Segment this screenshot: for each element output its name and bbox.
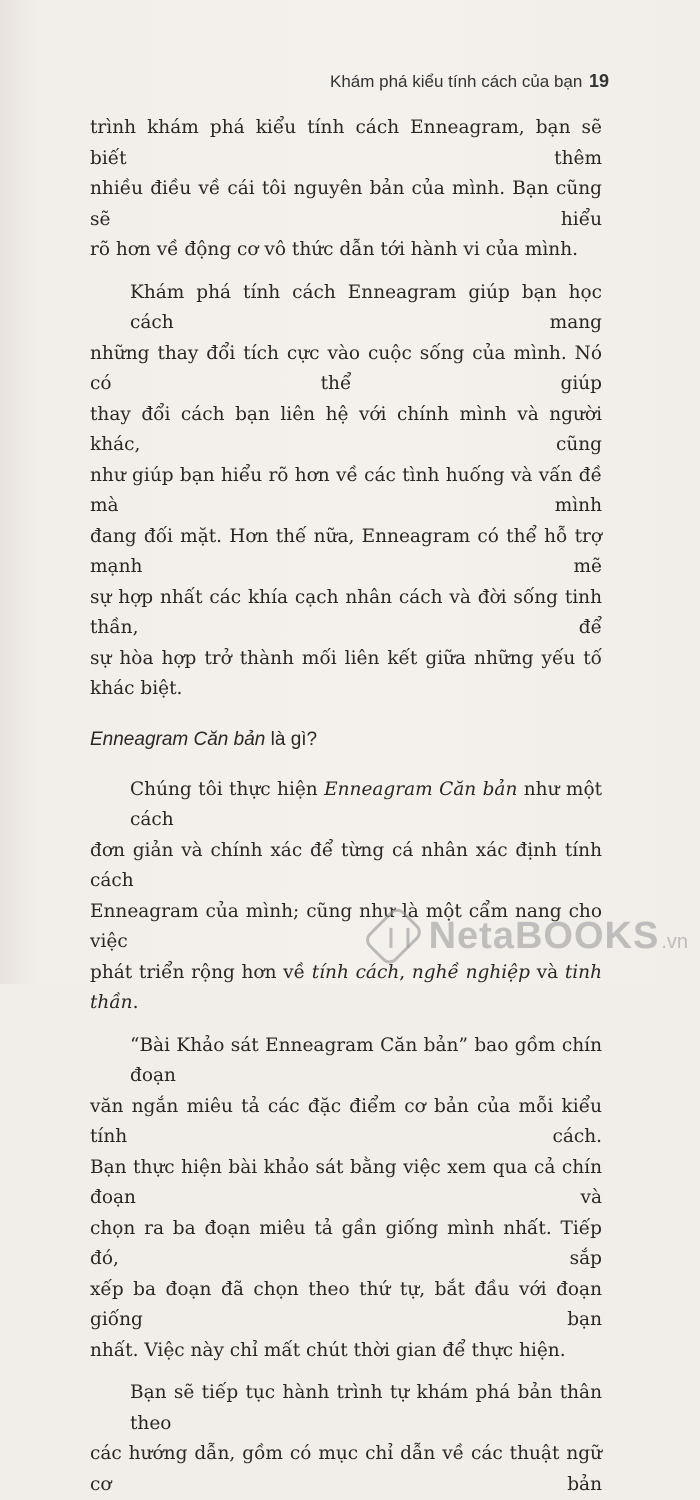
watermark-tld: .vn	[661, 930, 688, 953]
text-line: rõ hơn về động cơ vô thức dẫn tới hành vi của mình.	[90, 239, 579, 260]
watermark-brand: NetaBOOKS	[428, 914, 660, 957]
text-line: các hướng dẫn, gồm có mục chỉ dẫn về các thuật ngữ cơ bản	[90, 1443, 602, 1495]
text-run: .	[132, 992, 139, 1013]
text-line: Bạn sẽ tiếp tục hành trình tự khám phá bản thân theo	[130, 1382, 602, 1434]
italic-run: nghề nghiệp	[411, 961, 530, 983]
text-run: ,	[399, 961, 412, 983]
text-line: văn ngắn miêu tả các đặc điểm cơ bản của mỗi kiểu tính cách.	[90, 1095, 602, 1147]
text-line: những thay đổi tích cực vào cuộc sống của mình. Nó có thể giúp	[90, 342, 602, 394]
text-line: đơn giản và chính xác để từng cá nhân xác định tính cách	[90, 839, 602, 891]
text-line: Bạn thực hiện bài khảo sát bằng việc xem qua cả chín đoạn và	[90, 1156, 602, 1208]
page-number: 19	[589, 71, 610, 91]
text-line: sự hợp nhất các khía cạch nhân cách và đời sống tinh thần, để	[90, 586, 602, 638]
text-line: xếp ba đoạn đã chọn theo thứ tự, bắt đầu với đoạn giống bạn	[90, 1278, 602, 1330]
text-run: và	[529, 961, 565, 983]
italic-run: Enneagram Căn bản	[324, 778, 518, 800]
text-line	[90, 958, 602, 1019]
text-line: “Bài Khảo sát Enneagram Căn bản” bao gồm chín đoạn	[130, 1034, 602, 1086]
text-line: nhất. Việc này chỉ mất chút thời gian để thực hiện.	[90, 1339, 566, 1361]
netabooks-watermark	[368, 906, 688, 966]
paragraph-1	[90, 113, 602, 266]
netabooks-logo-icon	[362, 905, 425, 968]
text-line: chọn ra ba đoạn miêu tả gần giống mình nhất. Tiếp đó, sắp	[90, 1217, 602, 1269]
italic-run: tinh thần	[90, 961, 602, 1013]
text-run: phát triển rộng hơn về	[90, 961, 312, 983]
text-run: như một cách	[130, 778, 603, 830]
italic-run: tính cách	[311, 961, 400, 983]
body-text	[90, 113, 602, 1500]
text-line: nhiều điều về cái tôi nguyên bản của mình. Bạn cũng sẽ hiểu	[90, 178, 602, 230]
text-line: thay đổi cách bạn liên hệ với chính mình và người khác, cũng	[90, 403, 602, 455]
paragraph-4	[90, 1031, 602, 1367]
section-heading	[90, 705, 602, 775]
text-run: Chúng tôi thực hiện	[130, 778, 325, 800]
paragraph-5	[90, 1378, 602, 1500]
paragraph-2	[90, 278, 602, 705]
text-line: trình khám phá kiểu tính cách Enneagram, bạn sẽ biết thêm	[90, 117, 602, 169]
text-line: như giúp bạn hiểu rõ hơn về các tình huống và vấn đề mà mình	[90, 464, 602, 516]
heading-italic: Enneagram Căn bản	[90, 728, 266, 750]
paragraph-3	[90, 775, 602, 1019]
running-header	[330, 72, 630, 92]
text-line: sự hòa hợp trở thành mối liên kết giữa những yếu tố khác biệt.	[90, 647, 602, 699]
text-line: đang đối mặt. Hơn thế nữa, Enneagram có thể hỗ trợ mạnh mẽ	[90, 525, 602, 577]
running-title: Khám phá kiểu tính cách của bạn	[330, 72, 583, 91]
text-line: Enneagram của mình; cũng như là một cẩm nang cho việc	[90, 900, 602, 952]
text-line: Khám phá tính cách Enneagram giúp bạn học cách mang	[130, 281, 602, 333]
heading-rest: là gì?	[265, 728, 318, 750]
text-line	[90, 775, 602, 836]
